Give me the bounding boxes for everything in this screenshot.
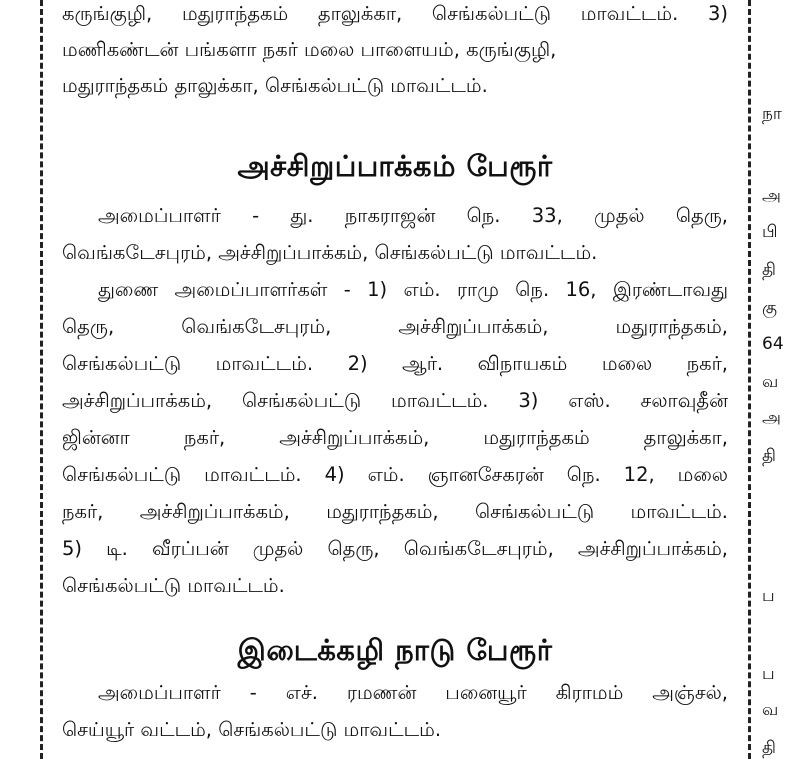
right-column-fragments — [756, 0, 800, 759]
body-line: நகர், அச்சிறுப்பாக்கம், மதுராந்தகம், செங்கல்பட்டு மாவட்டம். — [62, 500, 728, 523]
body-line: அமைப்பாளர் - எச். ரமணன் பனையூர் கிராமம் அஞ்சல், — [98, 681, 728, 704]
intro-line: கருங்குழி, மதுராந்தகம் தாலுக்கா, செங்கல்பட்டு மாவட்டம். 3) — [62, 2, 728, 25]
body-line: துணை அமைப்பாளர்கள் - 1) எம். ராமு நெ. 16, இரண்டாவது — [98, 278, 728, 301]
body-line: செங்கல்பட்டு மாவட்டம். 4) எம். ஞானசேகரன் நெ. 12, மலை — [62, 463, 728, 486]
right-fragment: அ — [762, 186, 781, 206]
body-line: செங்கல்பட்டு மாவட்டம். — [62, 574, 285, 597]
right-fragment: கு — [762, 298, 778, 318]
right-fragment: ப — [762, 664, 775, 684]
right-fragment: 64 — [762, 334, 784, 354]
body-line: தெரு, வெங்கடேசபுரம், அச்சிறுப்பாக்கம், மதுராந்தகம், — [62, 315, 728, 338]
body-line: வெங்கடேசபுரம், அச்சிறுப்பாக்கம், செங்கல்பட்டு மாவட்டம். — [62, 241, 598, 264]
right-fragment: நா — [762, 104, 782, 124]
right-fragment: தி — [762, 446, 776, 466]
body-line: அச்சிறுப்பாக்கம், செங்கல்பட்டு மாவட்டம். 3) எஸ். சலாவுதீன் — [62, 389, 728, 412]
body-line: ஜின்னா நகர், அச்சிறுப்பாக்கம், மதுராந்தகம் தாலுக்கா, — [62, 426, 728, 449]
right-fragment: தி — [762, 260, 776, 280]
body-line: செங்கல்பட்டு மாவட்டம். 2) ஆர். விநாயகம் மலை நகர், — [62, 352, 728, 375]
body-line: செய்யூர் வட்டம், செங்கல்பட்டு மாவட்டம். — [62, 718, 442, 741]
right-fragment: பி — [762, 222, 778, 242]
right-column-divider — [748, 0, 751, 759]
intro-line: மணிகண்டன் பங்களா நகர் மலை பாளையம், கருங்குழி, — [62, 38, 557, 61]
right-fragment: வ — [762, 700, 779, 720]
section-heading-idaikazhinadu: இடைக்கழி நாடு பேரூர் — [237, 633, 553, 667]
intro-line: மதுராந்தகம் தாலுக்கா, செங்கல்பட்டு மாவட்டம். — [62, 74, 488, 97]
right-fragment: ப — [762, 586, 775, 606]
section-heading-acharapakkam: அச்சிறுப்பாக்கம் பேரூர் — [237, 149, 553, 183]
right-fragment: தி — [762, 738, 776, 758]
right-fragment: வ — [762, 372, 779, 392]
left-column-divider — [40, 0, 43, 759]
right-fragment: அ — [762, 408, 781, 428]
body-line: அமைப்பாளர் - து. நாகராஜன் நெ. 33, முதல் தெரு, — [98, 204, 728, 227]
body-line: 5) டி. வீரப்பன் முதல் தெரு, வெங்கடேசபுரம், அச்சிறுப்பாக்கம், — [62, 537, 728, 560]
